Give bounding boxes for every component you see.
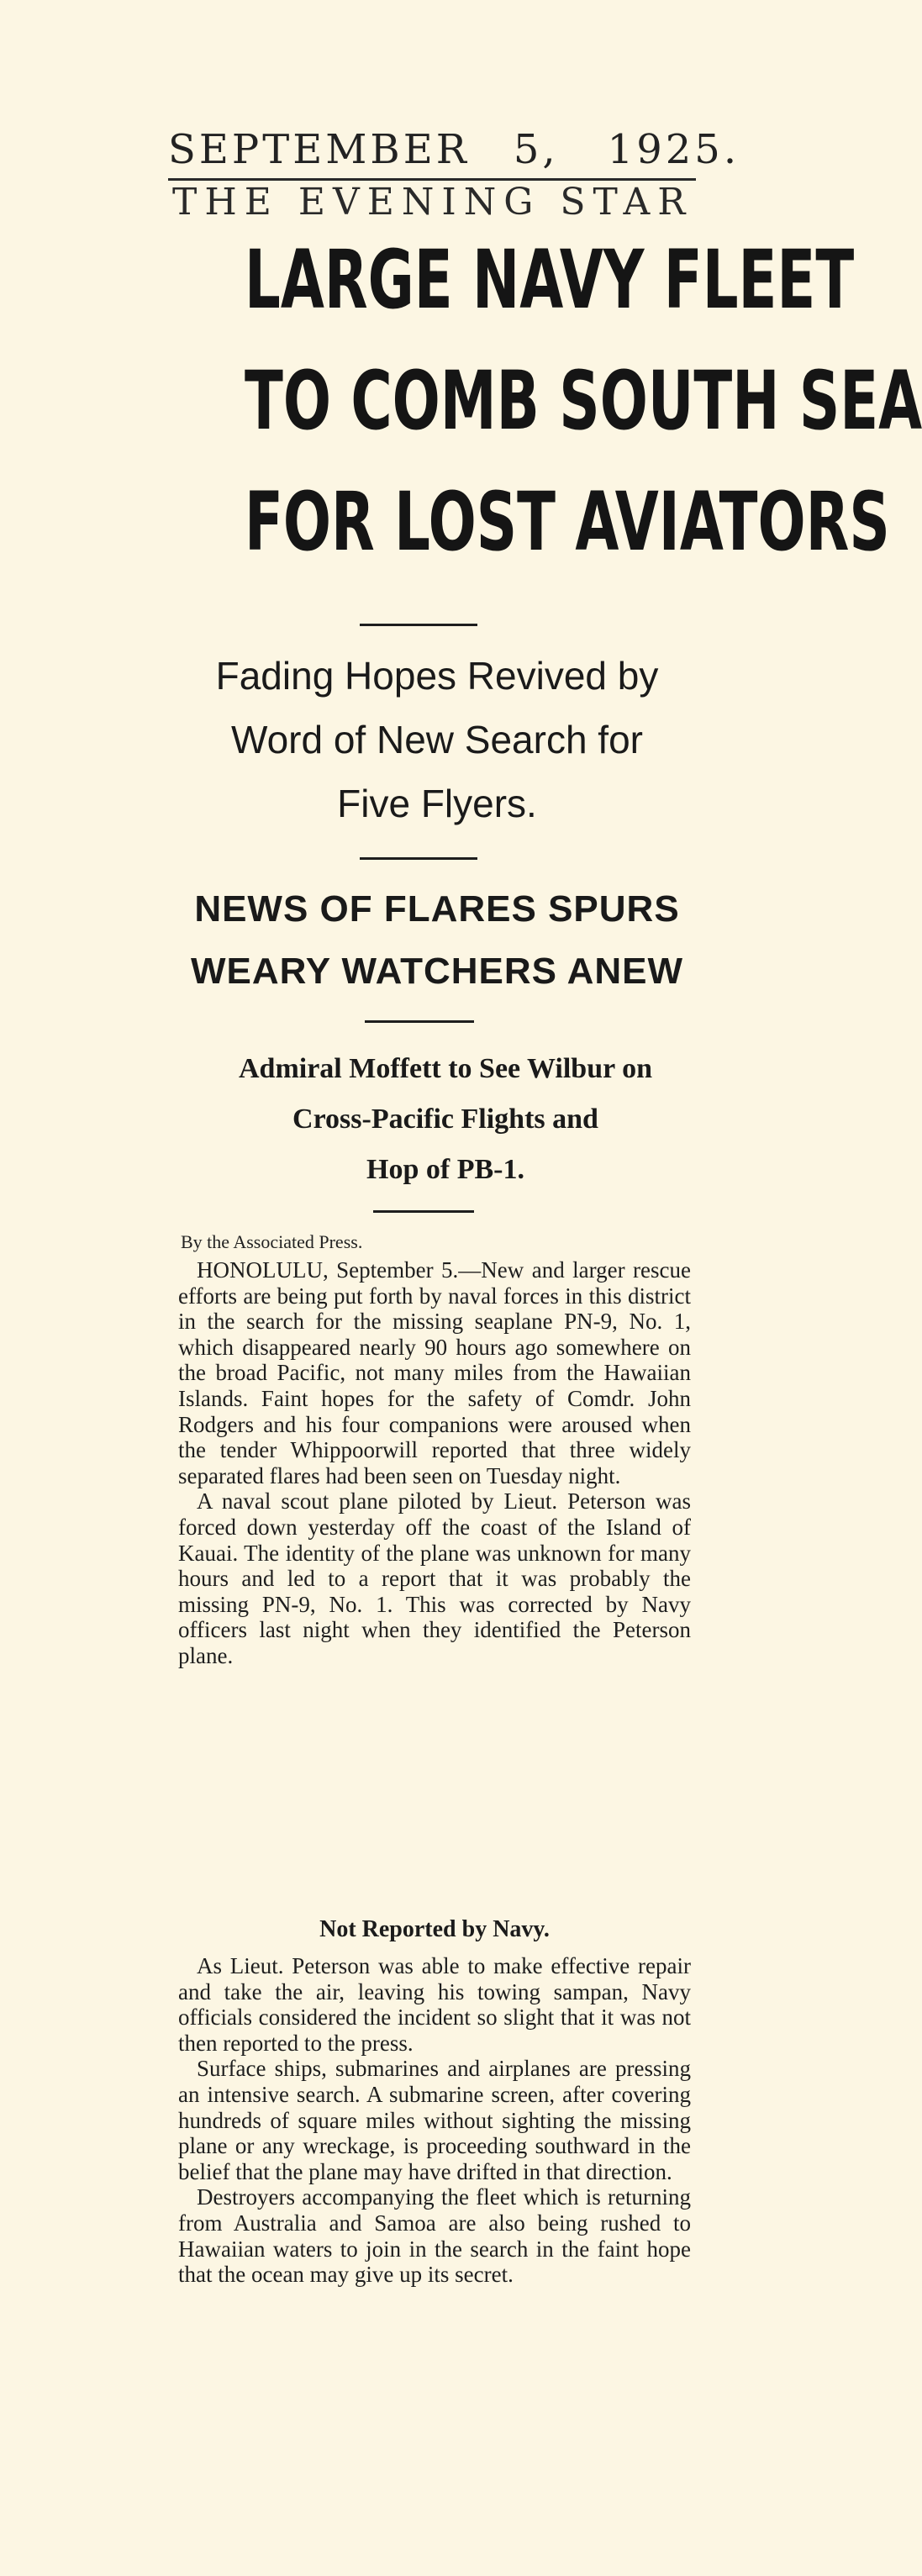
- deck-fading-hopes: [160, 644, 714, 835]
- dateline-month: SEPTEMBER: [168, 126, 470, 173]
- article-paragraph: A naval scout plane piloted by Lieut. Peterson was forced down yesterday off the coast of the Island of Kauai. The identity of the plane was unknown for many hours and led to a report that it was probably the missing PN-9, No. 1. This was corrected by Navy officers last night when they identified the Peterson plane.: [178, 1488, 691, 1668]
- article-paragraph: Surface ships, submarines and airplanes are pressing an intensive search. A submarine screen, after covering hundreds of square miles without sighting the missing plane or any wreckage, is proceeding southward in the belief that the plane may have drifted in that direction.: [178, 2056, 691, 2184]
- dateline: [168, 124, 740, 175]
- divider-rule: [360, 857, 477, 860]
- deck-admiral-moffett: [160, 1044, 731, 1195]
- deck1-line: Five Flyers.: [337, 782, 537, 825]
- deck2-line: WEARY WATCHERS ANEW: [190, 951, 684, 992]
- deck3-line: Cross-Pacific Flights and: [292, 1104, 598, 1135]
- deck3-line: Hop of PB-1.: [366, 1154, 524, 1185]
- headline-line-1: LARGE NAVY FLEET: [245, 233, 855, 327]
- article-paragraph: Destroyers accompanying the fleet which is returning from Australia and Samoa are also being rushed to Hawaiian waters to join in the search in the faint hope that the ocean may give up its secret.: [178, 2184, 691, 2288]
- byline: By the Associated Press.: [181, 1231, 363, 1252]
- divider-rule: [360, 624, 477, 626]
- deck1-line: Word of New Search for: [230, 718, 643, 761]
- article-body-part-1: [178, 1257, 691, 1669]
- headline-line-3: FOR LOST AVIATORS: [245, 475, 890, 569]
- deck1-line: Fading Hopes Revived by: [215, 654, 659, 698]
- divider-rule: [373, 1210, 474, 1213]
- divider-rule: [365, 1020, 474, 1023]
- article-paragraph: As Lieut. Peterson was able to make effective repair and take the air, leaving his towing sampan, Navy officials considered the incident so slight that it was not then reported to the press.: [178, 1953, 691, 2056]
- deck-news-of-flares: [160, 878, 714, 1003]
- deck3-line: Admiral Moffett to See Wilbur on: [238, 1053, 653, 1084]
- article-body-part-2: [178, 1953, 691, 2288]
- subheading: Not Reported by Navy.: [319, 1916, 550, 1942]
- dateline-year: 1925.: [607, 126, 740, 173]
- dateline-day: 5,: [513, 126, 559, 173]
- deck2-line: NEWS OF FLARES SPURS: [194, 888, 680, 930]
- article-paragraph: HONOLULU, September 5.—New and larger rescue efforts are being put forth by naval forces in this district in the search for the missing seaplane PN-9, No. 1, which disappeared nearly 90 hours ago somewhere on the broad Pacific, not many miles from the Hawaiian Islands. Faint hopes for the safety of Comdr. John Rodgers and his four companions were aroused when the tender Whippoorwill reported that three widely separated flares had been seen on Tuesday night.: [178, 1257, 691, 1488]
- newspaper-name: THE EVENING STAR: [172, 181, 693, 224]
- headline-line-2: TO COMB SOUTH SEA: [245, 354, 922, 448]
